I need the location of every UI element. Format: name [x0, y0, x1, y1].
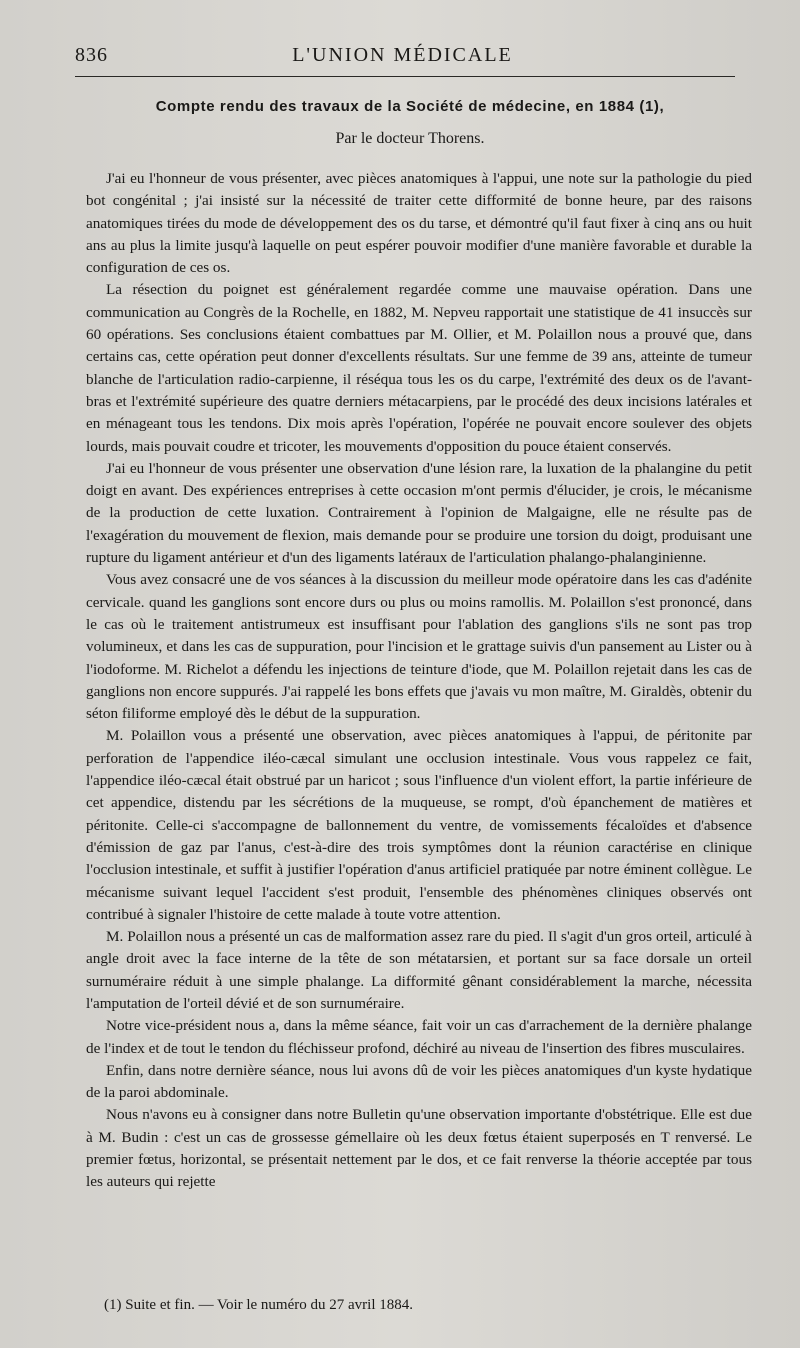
paragraph-kyste-hydatique: Enfin, dans notre dernière séance, nous lui avons dû de voir les pièces anatomiques d'un kyste hydatique de la paroi abdominale.	[86, 1061, 752, 1102]
paragraph-obstetrique: Nous n'avons eu à consigner dans notre Bulletin qu'une observation importante d'obstétrique. Elle est due à M. Budin : c'est un cas de grossesse gémellaire où les deux fœtus étaient superposés en T renversé. Le premier fœtus, horizontal, se présentait nettement par le dos, et ce fait renverse la théorie acceptée par tous les auteurs qui rejette	[86, 1106, 752, 1191]
article-body	[86, 168, 752, 1194]
paragraph-luxation-phalangine: J'ai eu l'honneur de vous présenter une observation d'une lésion rare, la luxation de la phalangine du petit doigt en avant. Des expériences entreprises à cette occasion m'ont permis d'élucider, je crois, le mécanisme de la production de cette luxation. Contrairement à l'opinion de Malgaigne, elle ne résulte pas de l'exagération du mouvement de flexion, mais demande pour se produire une torsion du doigt, produisant une rupture du ligament antérieur et d'un des ligaments latéraux de l'articulation phalango-phalanginienne.	[86, 459, 752, 567]
byline: Par le docteur Thorens.	[335, 130, 485, 147]
paragraph-arrachement-phalange: Notre vice-président nous a, dans la même séance, fait voir un cas d'arrachement de la dernière phalange de l'index et de tout le tendon du fléchisseur profond, déchiré au niveau de l'insertion des fibres musculaires.	[86, 1017, 752, 1057]
paragraph-malformation-pied: M. Polaillon nous a présenté un cas de malformation assez rare du pied. Il s'agit d'un gros orteil, articulé à angle droit avec la face interne de la tête de son métatarsien, et portant sur sa face dorsale un orteil surnuméraire réduit à une simple phalange. La difformité gênant considérablement la marche, nécessita l'amputation de l'orteil dévié et de son surnuméraire.	[86, 928, 752, 1012]
article-title: Compte rendu des travaux de la Société de médecine, en 1884 (1),	[155, 98, 665, 115]
paragraph-peritonite: M. Polaillon vous a présenté une observation, avec pièces anatomiques à l'appui, de péritonite par perforation de l'appendice iléo-cæcal simulant une occlusion intestinale. Vous vous rappelez ce fait, l'appendice iléo-cæcal était obstrué par un haricot ; sous l'influence d'un violent effort, la partie inférieure de cet appendice, distendu par les sécrétions de la muqueuse, se rompt, d'où épanchement de matières et péritonite. Celle-ci s'accompagne de ballonnement du ventre, de vomissements fécaloïdes et d'absence d'émission de gaz par l'anus, c'est-à-dire des trois symptômes dont la réunion caractérise en clinique l'occlusion intestinale, et suffit à justifier l'opération d'anus artificiel pratiquée par notre éminent collègue. Le mécanisme suivant lequel l'accident s'est produit, l'ensemble des phénomènes cliniques observés ont contribué à signaler l'histoire de cette malade à toute votre attention.	[86, 727, 752, 923]
footnote: (1) Suite et fin. — Voir le numéro du 27 avril 1884.	[104, 1297, 413, 1313]
paragraph-pied-bot: J'ai eu l'honneur de vous présenter, avec pièces anatomiques à l'appui, une note sur la pathologie du pied bot congénital ; j'ai insisté sur la nécessité de traiter cette difformité de bonne heure, par des raisons anatomiques tirées du mode de développement des os du tarse, et démontré qu'il faut fixer à cinq ans ou huit ans au plus la limite jusqu'à laquelle on peut espérer pouvoir modifier d'une manière favorable et durable la configuration de ces os.	[86, 170, 752, 277]
header-rule	[75, 76, 735, 77]
paragraph-resection-poignet: La résection du poignet est généralement regardée comme une mauvaise opération. Dans une communication au Congrès de la Rochelle, en 1882, M. Nepveu rapportait une statistique de 41 insuccès sur 60 opérations. Ses conclusions étaient combattues par M. Ollier, et M. Polaillon nous a prouvé que, dans certains cas, cette opération peut donner d'excellents résultats. Sur une femme de 39 ans, atteinte de tumeur blanche de l'articulation radio-carpienne, il réséqua tous les os du carpe, l'extrémité des deux os de l'avant-bras et l'extrémité supérieure des quatre derniers métacarpiens, par le procédé des deux incisions latérales et en ménageant tous les tendons. Dix mois après l'opération, l'opérée ne pouvait encore soulever des objets lourds, mais pouvait coudre et tricoter, les mouvements d'opposition du pouce étaient conservés.	[86, 281, 752, 455]
page-number: 836	[75, 44, 108, 66]
journal-title: L'UNION MÉDICALE	[292, 44, 513, 66]
running-head	[75, 44, 730, 72]
paragraph-adenite-cervicale: Vous avez consacré une de vos séances à la discussion du meilleur mode opératoire dans les cas d'adénite cervicale. quand les ganglions sont encore durs ou plus ou moins ramollis. M. Polaillon s'est prononcé, dans le cas où le traitement antistrumeux est insuffisant pour l'ablation des ganglions s'ils ne sont pas trop volumineux, et dans les cas de suppuration, pour l'incision et le grattage suivis d'un pansement au Lister ou à l'iodoforme. M. Richelot a défendu les injections de teinture d'iode, que M. Polaillon rejetait dans les cas de ganglions non encore suppurés. J'ai rappelé les bons effets que j'avais vu mon maître, M. Giraldès, obtenir du séton filiforme employé dès le début de la suppuration.	[86, 571, 752, 723]
